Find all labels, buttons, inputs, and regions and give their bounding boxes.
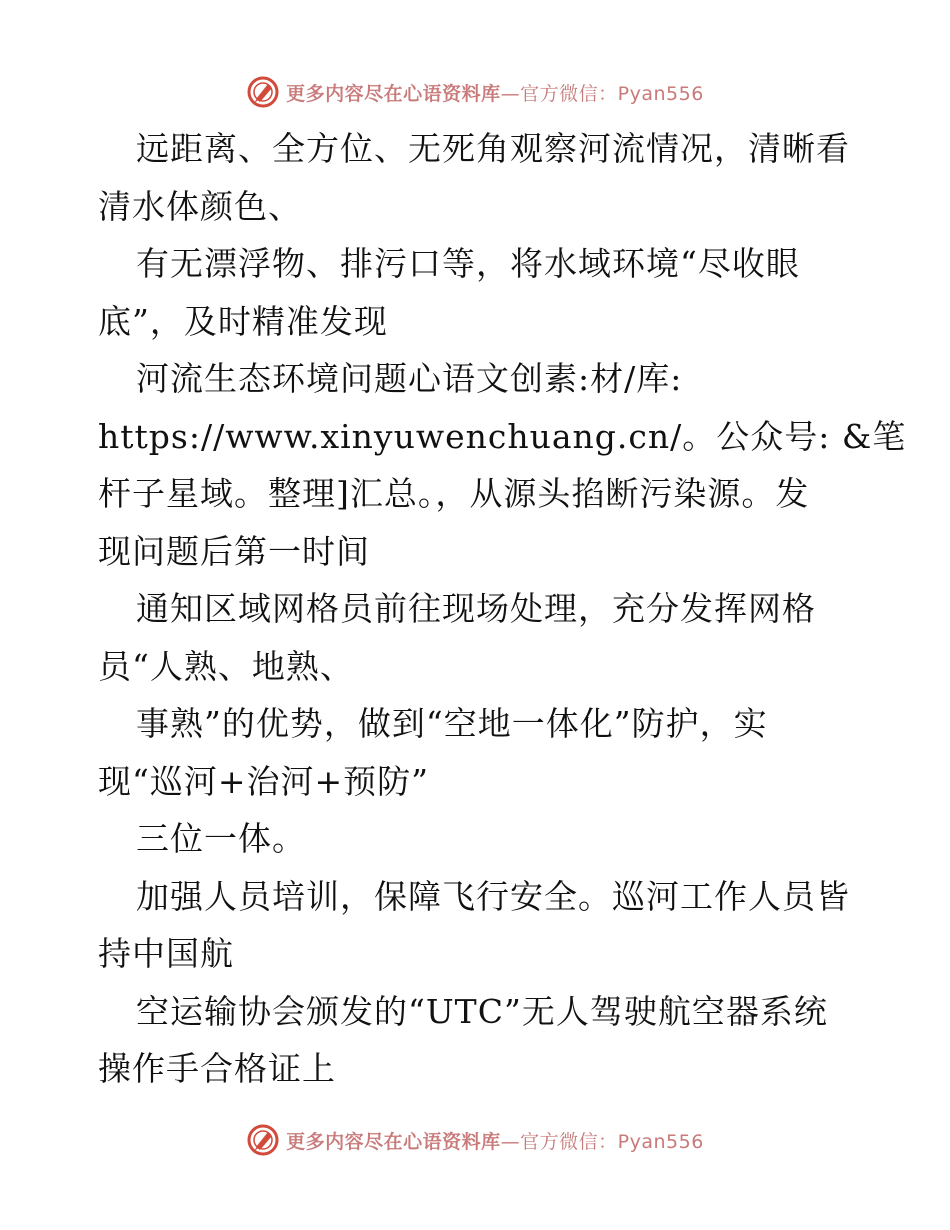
banner-separator: — xyxy=(500,1130,521,1153)
banner-text xyxy=(286,79,704,106)
text-line: 持中国航 xyxy=(98,934,234,973)
banner-suffix: 官方微信：Pyan556 xyxy=(520,82,704,105)
banner-separator: — xyxy=(500,82,521,105)
text-line: 现问题后第一时间 xyxy=(98,531,370,571)
text-line: 通知区域网格员前往现场处理，充分发挥网格 xyxy=(136,589,816,628)
pen-nib-logo-icon xyxy=(246,1123,280,1157)
text-line: 清水体颜色、 xyxy=(98,186,302,226)
text-line: 加强人员培训，保障飞行安全。巡河工作人员皆 xyxy=(136,876,850,916)
text-line: https://www.xinyuwenchuang.cn/。公众号: &笔 xyxy=(98,416,907,456)
text-line: 有无漂浮物、排污口等，将水域环境“尽收眼 xyxy=(136,244,800,283)
text-line: 操作手合格证上 xyxy=(98,1049,336,1088)
text-line: 事熟”的优势，做到“空地一体化”防护，实 xyxy=(136,704,768,743)
header-banner xyxy=(0,72,950,112)
text-line: 杆子星域。整理]汇总。，从源头掐断污染源。发 xyxy=(98,474,810,513)
text-line: 底”，及时精准发现 xyxy=(98,301,388,341)
document-body xyxy=(98,120,907,1098)
banner-prefix: 更多内容尽在心语资料库 xyxy=(286,82,501,105)
banner-suffix: 官方微信：Pyan556 xyxy=(520,1130,704,1153)
text-line: 现“巡河+治河+预防” xyxy=(98,761,430,801)
banner-text xyxy=(286,1127,704,1154)
banner-prefix: 更多内容尽在心语资料库 xyxy=(286,1130,501,1153)
text-line: 员“人熟、地熟、 xyxy=(98,646,354,686)
pen-nib-logo-icon xyxy=(246,75,280,109)
text-line: 三位一体。 xyxy=(136,819,306,858)
text-line: 空运输协会颁发的“UTC”无人驾驶航空器系统 xyxy=(136,991,828,1031)
footer-banner xyxy=(0,1120,950,1160)
text-line: 河流生态环境问题心语文创素:材/库: xyxy=(136,359,683,398)
text-line: 远距离、全方位、无死角观察河流情况，清晰看 xyxy=(136,129,850,168)
